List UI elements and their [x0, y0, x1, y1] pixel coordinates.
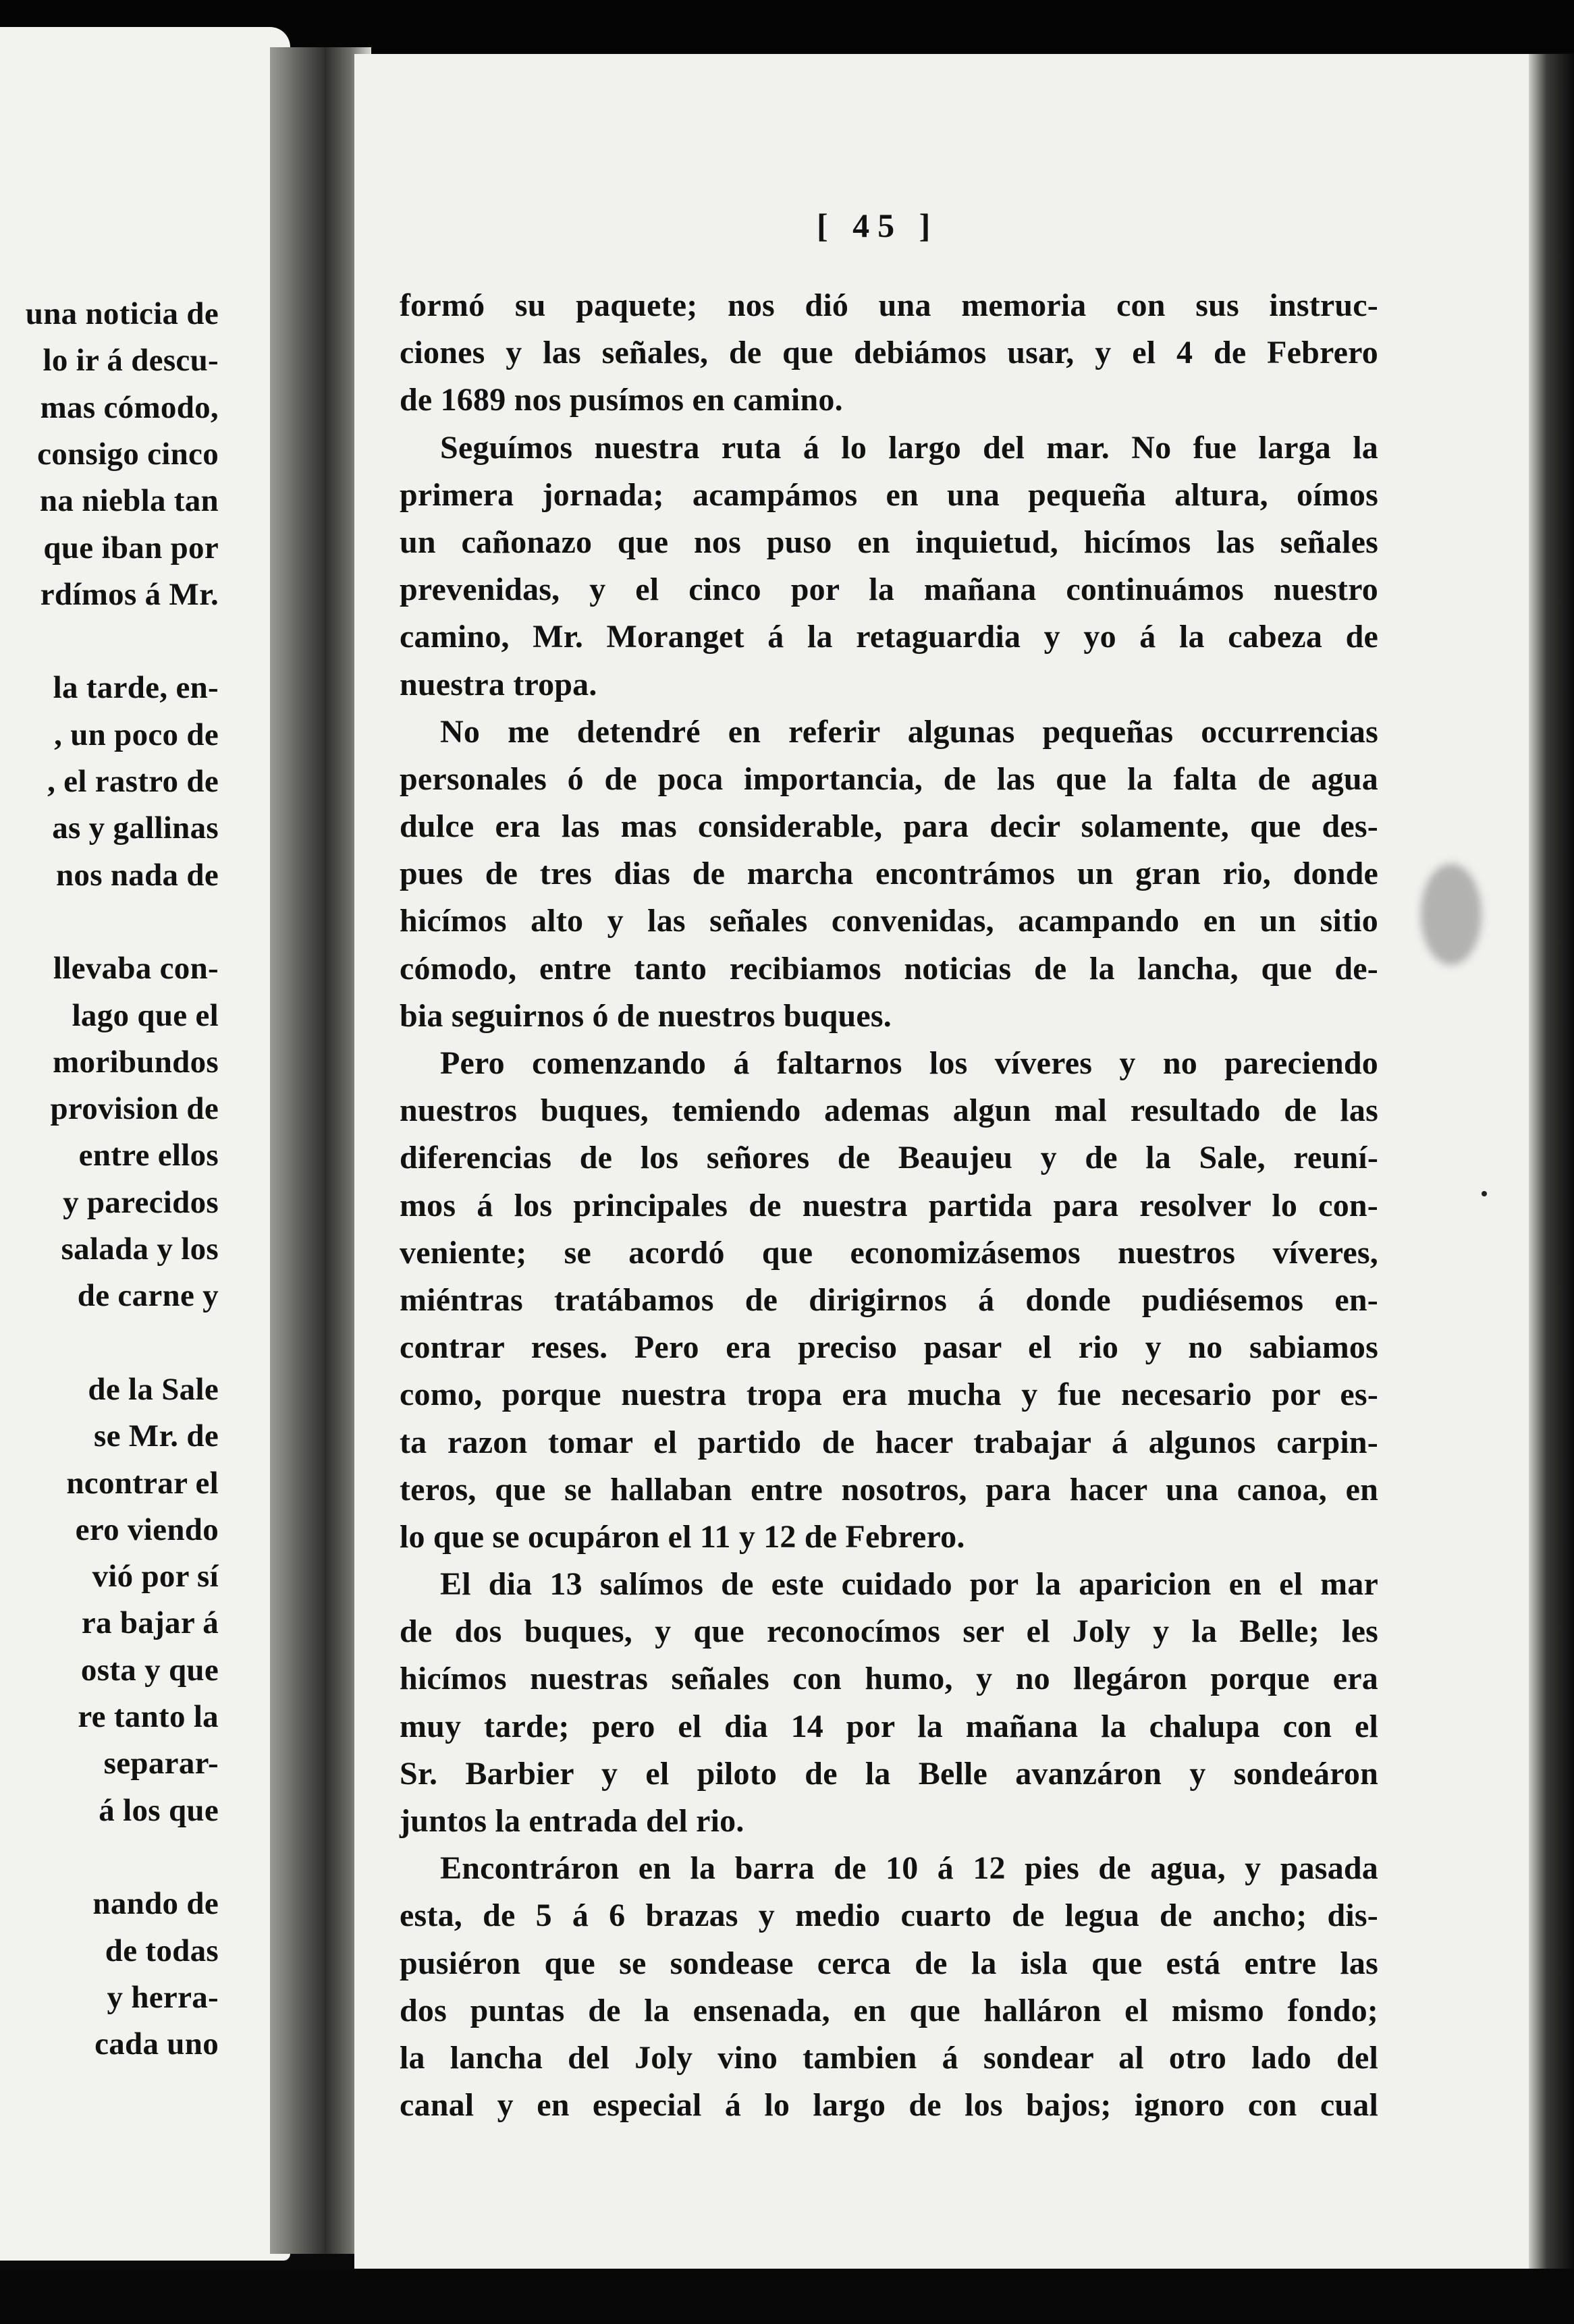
body-line: formó su paquete; nos dió una memoria con sus instruc-	[400, 287, 1378, 323]
body-line: Pero comenzando á faltarnos los víveres y no pareciendo	[440, 1045, 1378, 1081]
body-line: dos puntas de la ensenada, en que halláron el mismo fondo;	[400, 1992, 1378, 2028]
body-line: pusiéron que se sondease cerca de la isla que está entre las	[400, 1945, 1378, 1981]
left-page-line: ero viendo	[75, 1512, 219, 1547]
left-page-line: rdímos á Mr.	[40, 576, 219, 612]
left-page-line: , un poco de	[54, 717, 219, 752]
left-page-line: y parecidos	[63, 1184, 219, 1220]
body-line: ta razon tomar el partido de hacer trabajar á algunos carpin-	[400, 1424, 1378, 1460]
body-line: esta, de 5 á 6 brazas y medio cuarto de legua de ancho; dis-	[400, 1898, 1378, 1934]
page-body	[400, 282, 1378, 2129]
left-page-line: vió por sí	[92, 1559, 219, 1595]
body-line: un cañonazo que nos puso en inquietud, hicímos las señales	[400, 524, 1378, 560]
body-line: muy tarde; pero el dia 14 por la mañana la chalupa con el	[400, 1708, 1378, 1744]
left-page-line: provision de	[50, 1091, 219, 1127]
body-line: camino, Mr. Moranget á la retaguardia y yo á la cabeza de	[400, 619, 1378, 655]
paper-stain	[1421, 864, 1482, 965]
left-page-line: ra bajar á	[81, 1605, 219, 1641]
left-page-line: re tanto la	[78, 1699, 219, 1734]
body-line: Seguímos nuestra ruta á lo largo del mar. No fue larga la	[440, 429, 1378, 466]
left-page-line: llevaba con-	[53, 951, 219, 987]
body-line: de dos buques, y que reconocímos ser el Joly y la Belle; les	[400, 1613, 1378, 1650]
body-line: primera jornada; acampámos en una pequeña altura, oímos	[400, 476, 1378, 513]
left-page-line: mas cómodo,	[40, 389, 219, 425]
left-page-line: osta y que	[80, 1652, 219, 1688]
body-line: veniente; se acordó que economizásemos nuestros víveres,	[400, 1234, 1378, 1271]
left-page-line: entre ellos	[78, 1138, 219, 1173]
page-number: [ 45 ]	[817, 206, 939, 244]
body-line: juntos la entrada del rio.	[400, 1803, 744, 1839]
body-line: dulce era las mas considerable, para decir solamente, que des-	[400, 808, 1378, 845]
left-page	[0, 27, 290, 2261]
body-line: No me detendré en referir algunas pequeñas occurrencias	[440, 713, 1378, 750]
body-line: pues de tres dias de marcha encontrámos un gran rio, donde	[400, 856, 1378, 892]
left-page-line: salada y los	[61, 1232, 219, 1267]
left-page-line: na niebla tan	[39, 483, 219, 519]
left-page-line: cada uno	[94, 2026, 219, 2062]
body-line: teros, que se hallaban entre nosotros, para hacer una canoa, en	[400, 1471, 1378, 1507]
body-line: diferencias de los señores de Beaujeu y de la Sale, reuní-	[400, 1140, 1378, 1176]
left-page-line: nando de	[92, 1886, 219, 1922]
body-line: canal y en especial á lo largo de los bajos; ignoro con cual	[400, 2087, 1378, 2124]
left-page-line: consigo cinco	[37, 436, 219, 472]
ink-speck	[1482, 1191, 1487, 1196]
body-line: como, porque nuestra tropa era mucha y fue necesario por es-	[400, 1377, 1378, 1413]
left-page-line: as y gallinas	[52, 810, 219, 846]
body-line: lo que se ocupáron el 11 y 12 de Febrero.	[400, 1518, 965, 1555]
left-page-line: una noticia de	[25, 296, 219, 331]
body-line: hicímos alto y las señales convenidas, acampando en un sitio	[400, 903, 1378, 939]
left-page-line: se Mr. de	[93, 1418, 219, 1454]
left-page-line: ncontrar el	[66, 1465, 219, 1501]
body-line: contrar reses. Pero era preciso pasar el rio y no sabiamos	[400, 1329, 1378, 1366]
body-line: Sr. Barbier y el piloto de la Belle avanzáron y sondeáron	[400, 1755, 1378, 1792]
body-line: bia seguirnos ó de nuestros buques.	[400, 997, 892, 1034]
left-page-line: y herra-	[107, 1979, 219, 2015]
scan-bottom-border	[0, 2269, 1574, 2324]
left-page-line: que iban por	[43, 530, 219, 565]
left-page-line: separar-	[103, 1746, 219, 1781]
left-page-line: de la Sale	[88, 1371, 219, 1407]
left-page-line: la tarde, en-	[53, 670, 219, 706]
left-page-line: de todas	[105, 1933, 219, 1968]
left-page-line: de carne y	[77, 1278, 219, 1314]
body-line: mos á los principales de nuestra partida para resolver lo con-	[400, 1187, 1378, 1223]
left-page-line: nos nada de	[55, 857, 219, 893]
body-line: cómodo, entre tanto recibiamos noticias de la lancha, que de-	[400, 950, 1378, 987]
body-line: El dia 13 salímos de este cuidado por la aparicion en el mar	[440, 1566, 1378, 1603]
left-page-line: , el rastro de	[47, 764, 219, 799]
body-line: de 1689 nos pusímos en camino.	[400, 382, 843, 418]
body-line: la lancha del Joly vino tambien á sondear al otro lado del	[400, 2039, 1378, 2076]
body-line: miéntras tratábamos de dirigirnos á donde pudiésemos en-	[400, 1281, 1378, 1318]
page-edge-shadow	[1529, 54, 1574, 2281]
body-line: prevenidas, y el cinco por la mañana continuámos nuestro	[400, 572, 1378, 608]
body-line: Encontráron en la barra de 10 á 12 pies de agua, y pasada	[440, 1850, 1378, 1887]
body-line: ciones y las señales, de que debiámos usar, y el 4 de Febrero	[400, 335, 1378, 371]
left-page-line: á los que	[99, 1792, 219, 1828]
left-page-line: moribundos	[53, 1044, 219, 1080]
body-line: hicímos nuestras señales con humo, y no llegáron porque era	[400, 1661, 1378, 1697]
left-page-line: lago que el	[72, 997, 219, 1033]
left-page-line: lo ir á descu-	[43, 343, 219, 379]
body-line: nuestros buques, temiendo ademas algun mal resultado de las	[400, 1092, 1378, 1129]
body-line: nuestra tropa.	[400, 666, 597, 702]
body-line: personales ó de poca importancia, de las que la falta de agua	[400, 760, 1378, 797]
